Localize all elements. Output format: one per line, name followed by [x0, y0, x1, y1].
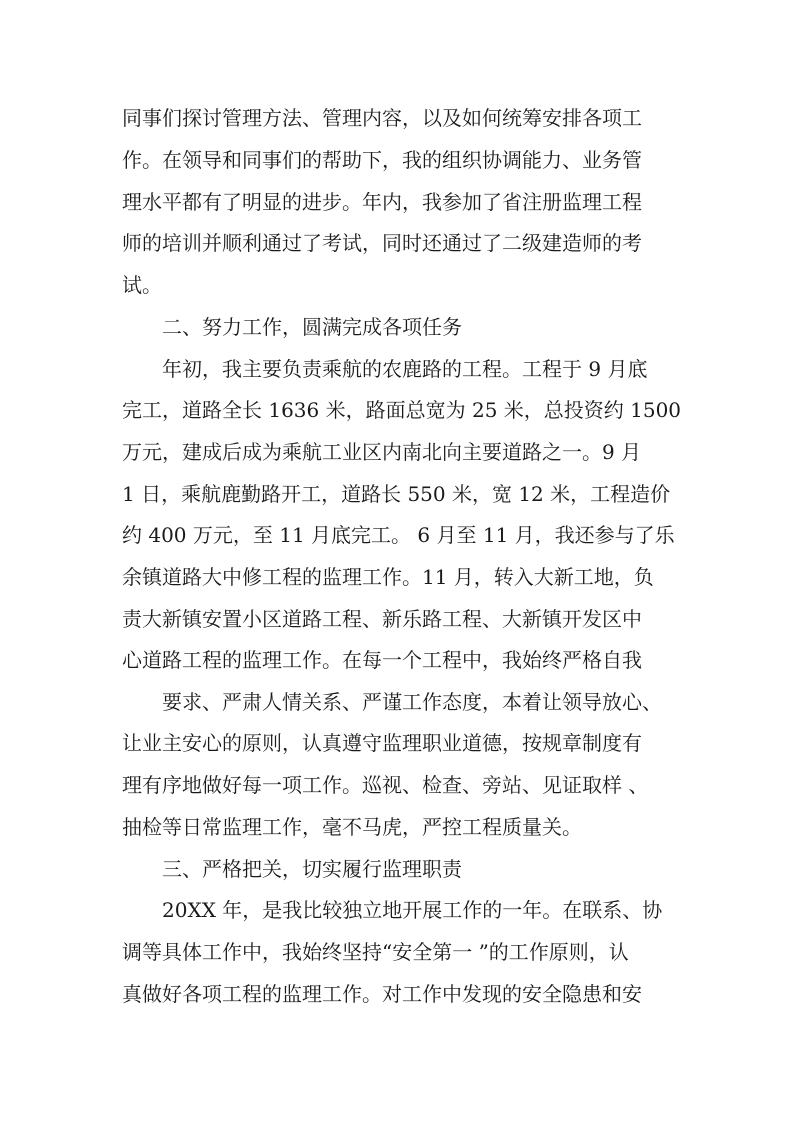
text-line: 抽检等日常监理工作，毫不马虎，严控工程质量关。: [122, 815, 582, 839]
text-line: 作。在领导和同事们的帮助下，我的组织协调能力、业务管: [122, 148, 642, 172]
text-line: 理有序地做好每一项工作。巡视、检查、旁站、见证取样 、: [122, 773, 649, 797]
text-line: 责大新镇安置小区道路工程、新乐路工程、大新镇开发区中: [122, 607, 642, 631]
text-line: 完工，道路全长 1636 米，路面总宽为 25 米，总投资约 1500: [122, 398, 682, 422]
text-line: 试。: [122, 273, 162, 297]
text-line: 师的培训并顺利通过了考试，同时还通过了二级建造师的考: [122, 231, 642, 255]
text-line: 真做好各项工程的监理工作。对工作中发现的安全隐患和安: [122, 982, 642, 1006]
text-line: 约 400 万元，至 11 月底完工。 6 月至 11 月，我还参与了乐: [122, 523, 675, 547]
text-line: 心道路工程的监理工作。在每一个工程中，我始终严格自我: [122, 648, 642, 672]
text-line: 同事们探讨管理方法、管理内容，以及如何统筹安排各项工: [122, 106, 642, 130]
text-line: 万元，建成后成为乘航工业区内南北向主要道路之一。9 月: [122, 440, 642, 464]
section-heading: 三、严格把关，切实履行监理职责: [162, 857, 462, 881]
text-line: 让业主安心的原则，认真遵守监理职业道德，按规章制度有: [122, 731, 642, 755]
text-line: 20XX 年，是我比较独立地开展工作的一年。在联系、协: [162, 898, 663, 922]
text-line: 年初，我主要负责乘航的农鹿路的工程。工程于 9 月底: [162, 357, 648, 381]
text-line: 1 日，乘航鹿勤路开工，道路长 550 米，宽 12 米，工程造价: [122, 482, 671, 506]
text-line: 调等具体工作中，我始终坚持“安全第一 ”的工作原则，认: [122, 940, 629, 964]
text-line: 理水平都有了明显的进步。年内，我参加了省注册监理工程: [122, 190, 642, 214]
text-line: 要求、严肃人情关系、严谨工作态度，本着让领导放心、: [162, 690, 662, 714]
text-line: 余镇道路大中修工程的监理工作。11 月，转入大新工地，负: [122, 565, 654, 589]
section-heading: 二、努力工作，圆满完成各项任务: [162, 315, 462, 339]
